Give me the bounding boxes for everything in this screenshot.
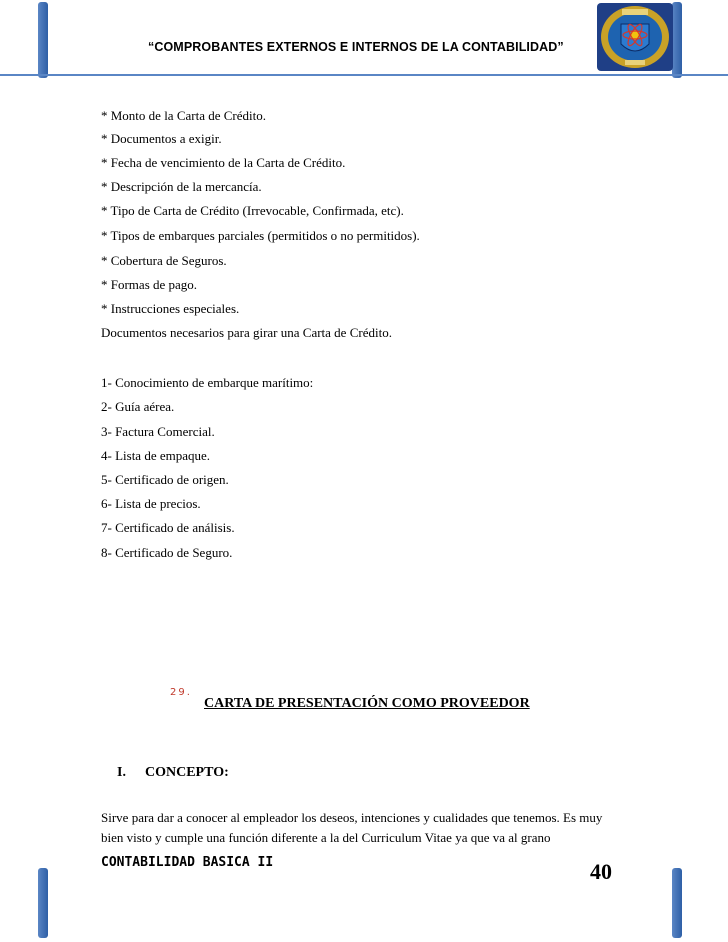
list-item: 1- Conocimiento de embarque marítimo: (101, 375, 314, 390)
footer-course-title: CONTABILIDAD BASICA II (101, 855, 274, 870)
header-rule (0, 74, 728, 76)
list-item: 2- Guía aérea. (101, 399, 175, 414)
list-item: * Formas de pago. (101, 277, 198, 292)
header-title: “COMPROBANTES EXTERNOS E INTERNOS DE LA CONTABILIDAD” (148, 40, 564, 54)
list-item: * Documentos a exigir. (101, 131, 222, 146)
concept-paragraph: Sirve para dar a conocer al empleador los deseos, intenciones y cualidades que tenemos. Es muy bien visto y cumple una función diferente a la del Curriculum Vitae ya que va al grano (101, 810, 603, 845)
list-item: 5- Certificado de origen. (101, 472, 229, 487)
page-number: 40 (590, 859, 612, 884)
list-item: 7- Certificado de análisis. (101, 520, 235, 535)
list-item: * Monto de la Carta de Crédito. (101, 108, 266, 123)
list-item: 4- Lista de empaque. (101, 448, 211, 463)
section-title: CARTA DE PRESENTACIÓN COMO PROVEEDOR (204, 696, 530, 711)
list-item: * Tipo de Carta de Crédito (Irrevocable, Confirmada, etc). (101, 203, 404, 218)
university-seal-logo (596, 2, 674, 72)
list-item: * Descripción de la mercancía. (101, 179, 262, 194)
footer-left-bar (38, 868, 48, 938)
list-item: * Cobertura de Seguros. (101, 253, 227, 268)
footer-right-bar (672, 868, 682, 938)
documents-intro: Documentos necesarios para girar una Carta de Crédito. (101, 325, 392, 340)
list-item: 6- Lista de precios. (101, 496, 201, 511)
list-item: * Instrucciones especiales. (101, 301, 240, 316)
list-item: * Fecha de vencimiento de la Carta de Crédito. (101, 155, 346, 170)
list-item: 8- Certificado de Seguro. (101, 545, 233, 560)
list-item: 3- Factura Comercial. (101, 424, 215, 439)
list-item: * Tipos de embarques parciales (permitidos o no permitidos). (101, 228, 420, 243)
subsection-number: I. (117, 765, 126, 780)
subsection-title: CONCEPTO: (145, 765, 229, 780)
header-left-bar (38, 2, 48, 78)
section-number: 29. (170, 687, 192, 698)
